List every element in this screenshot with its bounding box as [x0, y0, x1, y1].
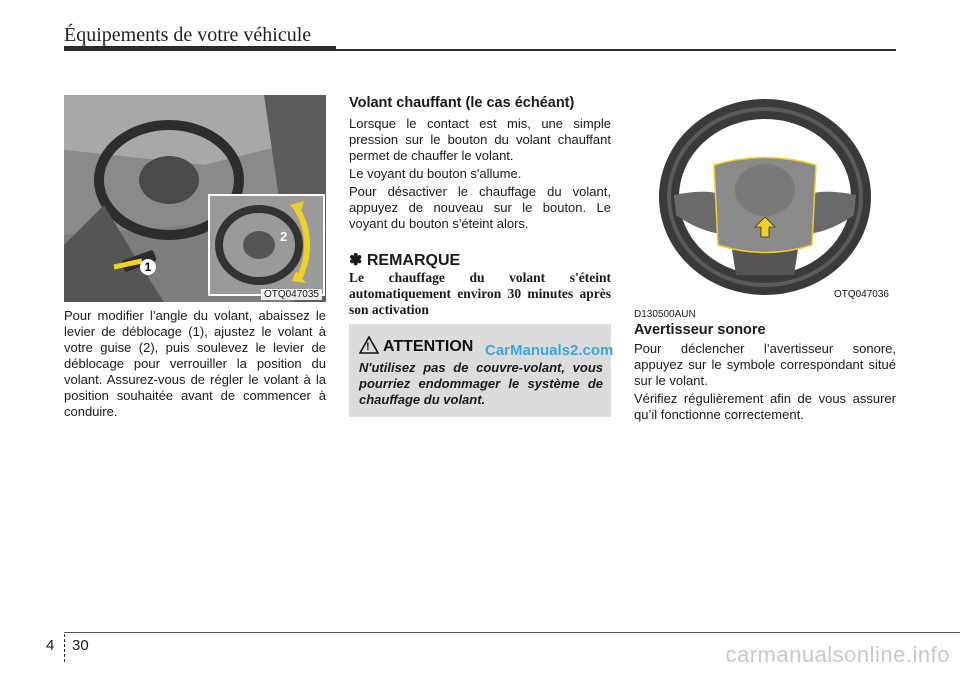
watermark-text: CarManuals2.com: [485, 342, 614, 359]
callout-1-label: 1: [140, 259, 156, 275]
page-header-title: Équipements de votre véhicule: [64, 24, 312, 46]
note-title: REMARQUE: [366, 252, 461, 269]
heated-wheel-paragraph-3: Pour désactiver le chauffage du volant, appuyez de nouveau sur le bouton. Le voyant du bouton s'éteint alors.: [349, 184, 611, 231]
heated-wheel-paragraph-2: Le voyant du bouton s'allume.: [349, 166, 522, 181]
caution-text: N'utilisez pas de couvre-volant, vous pourriez endommager le système de chauffage du volant.: [359, 360, 603, 407]
site-watermark: carmanualsonline.info: [725, 642, 950, 667]
heated-wheel-paragraph-1: Lorsque le contact est mis, une simple pression sur le bouton du volant chauffant permet de chauffer le volant.: [349, 116, 611, 163]
note-heading: [349, 250, 460, 270]
footer-rule: [64, 632, 960, 633]
caution-exclamation: !: [366, 341, 370, 353]
callout-2-label: 2: [280, 229, 288, 244]
steering-wheel-illustration: [634, 95, 896, 302]
steering-tilt-figure: [64, 95, 326, 302]
steering-tilt-illustration: [64, 95, 326, 302]
note-star-icon: ✽: [349, 252, 363, 269]
figure-code-right: OTQ047036: [831, 289, 892, 300]
caution-box: [349, 324, 614, 417]
heated-wheel-heading: Volant chauffant (le cas échéant): [349, 95, 575, 111]
chapter-number: 4: [46, 637, 55, 654]
tilt-instructions: Pour modifier l’angle du volant, abaissez le levier de déblocage (1), ajustez le volant à votre guise (2), puis soulevez le levier de déblocage pour verrouiller la position du volant. Assurez-vous de régler le volant à la position souhaitée avant de commencer à conduire.: [64, 308, 326, 419]
section-code: D130500AUN: [634, 309, 696, 320]
note-text: Le chauffage du volant s'éteint automatiquement environ 30 minutes après son activation: [349, 270, 611, 317]
horn-figure: [634, 95, 896, 302]
footer-divider: [64, 634, 65, 662]
horn-heading: Avertisseur sonore: [634, 322, 766, 338]
header-rule: [336, 49, 896, 51]
horn-paragraph-2: Vérifiez régulièrement afin de vous assurer qu’il fonctionne correctement.: [634, 391, 896, 422]
caution-title: ATTENTION: [383, 338, 474, 355]
header-bar: [64, 46, 336, 51]
page-number: 30: [72, 637, 89, 654]
horn-paragraph-1: Pour déclencher l’avertisseur sonore, appuyez sur le symbole correspondant situé sur le volant.: [634, 341, 896, 388]
figure-code: OTQ047035: [261, 289, 322, 300]
